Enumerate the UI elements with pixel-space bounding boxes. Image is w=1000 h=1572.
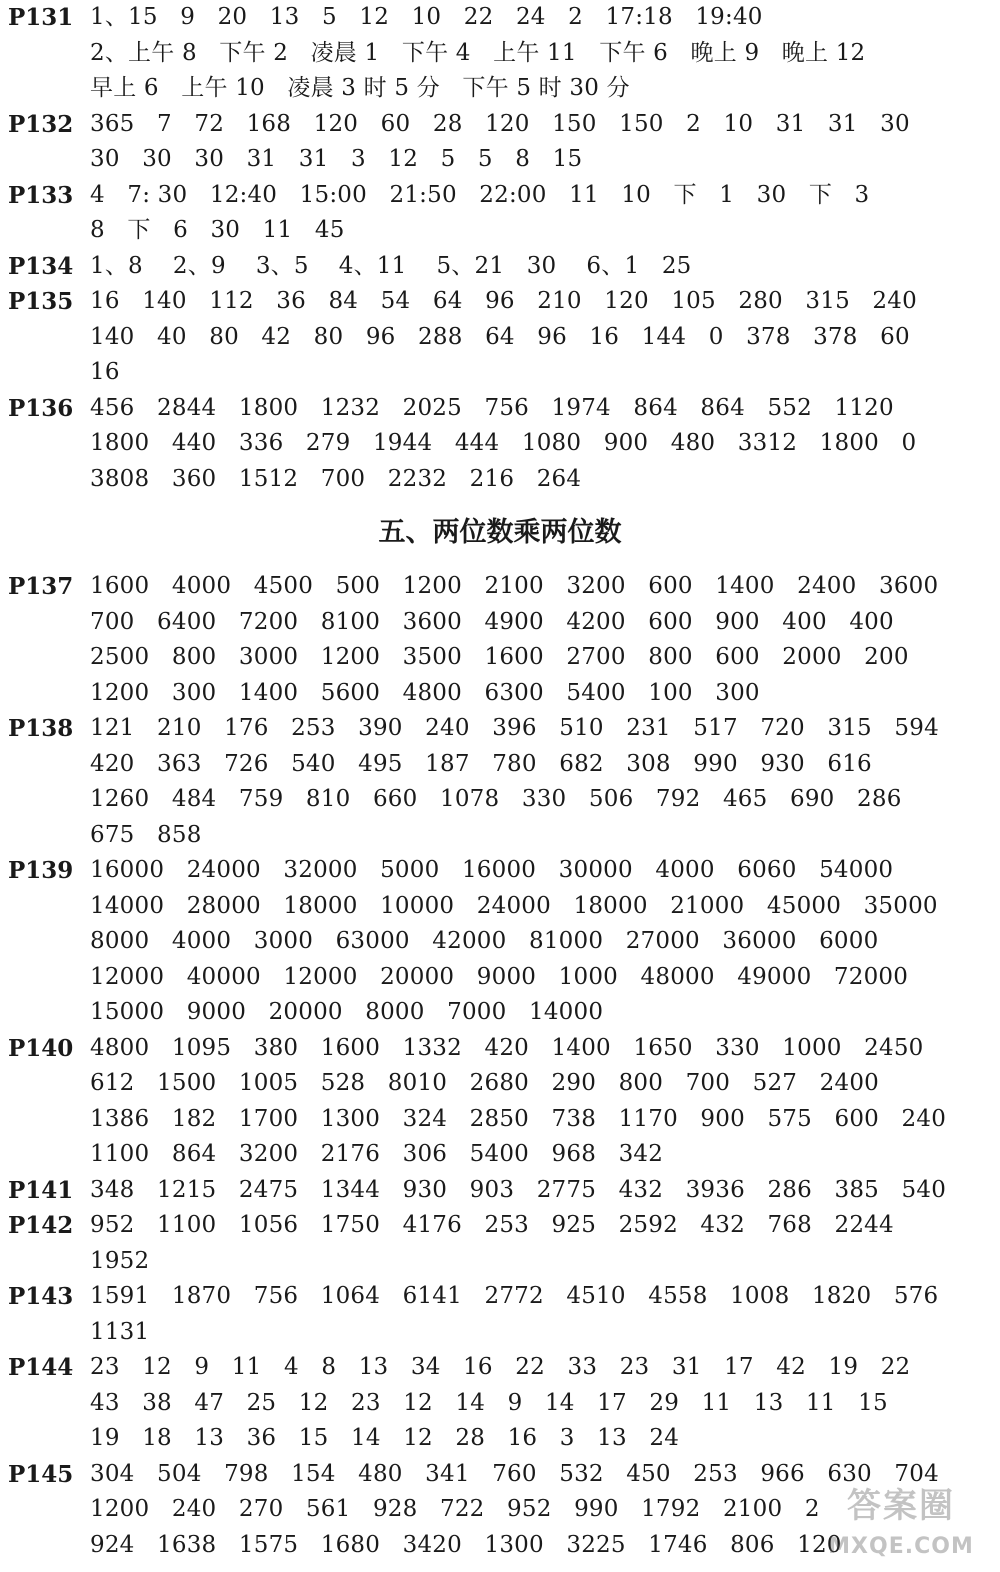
answer-lines bbox=[90, 1208, 1000, 1279]
answer-lines bbox=[90, 1350, 1000, 1457]
answer-entry-p136 bbox=[0, 391, 1000, 498]
answer-line: 1、15 9 20 13 5 12 10 22 24 2 17:18 19:40 bbox=[90, 4, 763, 30]
page-number-label: P143 bbox=[8, 1283, 74, 1310]
answer-line: 16000 24000 32000 5000 16000 30000 4000 6060 54000 bbox=[90, 857, 894, 883]
answer-line: 1200 240 270 561 928 722 952 990 1792 2100 2 bbox=[90, 1496, 820, 1522]
answer-line: 早上 6 上午 10 凌晨 3 时 5 分 下午 5 时 30 分 bbox=[90, 75, 630, 101]
answer-line: 952 1100 1056 1750 4176 253 925 2592 432 768 2244 bbox=[90, 1212, 894, 1238]
answer-line: 14000 28000 18000 10000 24000 18000 21000 45000 35000 bbox=[90, 892, 938, 919]
page-number-label: P139 bbox=[8, 857, 74, 884]
answer-lines bbox=[90, 284, 1000, 391]
answer-entry-p137 bbox=[0, 569, 1000, 711]
page-number-label: P142 bbox=[8, 1212, 74, 1239]
site-watermark bbox=[816, 1478, 986, 1566]
answer-entries-top bbox=[0, 0, 1000, 497]
watermark-url: MXQE.COM bbox=[828, 1534, 974, 1559]
answer-lines bbox=[90, 1173, 1000, 1209]
page-number-label: P137 bbox=[8, 573, 74, 600]
answer-line: 1100 864 3200 2176 306 5400 968 342 bbox=[90, 1141, 664, 1167]
answer-line: 121 210 176 253 390 240 396 510 231 517 720 315 594 bbox=[90, 715, 939, 741]
answer-line: 1800 440 336 279 1944 444 1080 900 480 3312 1800 0 bbox=[90, 430, 917, 456]
page-number-label: P134 bbox=[8, 252, 74, 280]
answer-entry-p134 bbox=[0, 249, 1000, 285]
answer-line: 140 40 80 42 80 96 288 64 96 16 144 0 378 378 60 bbox=[90, 323, 910, 350]
answer-line: 15000 9000 20000 8000 7000 14000 bbox=[90, 999, 604, 1025]
answer-line: 924 1638 1575 1680 3420 1300 3225 1746 806 120 bbox=[90, 1531, 842, 1558]
answer-entry-p133 bbox=[0, 178, 1000, 249]
page-number-label: P141 bbox=[8, 1176, 74, 1204]
answer-lines bbox=[90, 0, 1000, 107]
page-number-label: P140 bbox=[8, 1034, 74, 1062]
answer-lines bbox=[90, 249, 1000, 285]
answer-line: 348 1215 2475 1344 930 903 2775 432 3936 286 385 540 bbox=[90, 1176, 947, 1203]
page-number-label: P132 bbox=[8, 110, 74, 138]
answer-entry-p142 bbox=[0, 1208, 1000, 1279]
page-number-label: P133 bbox=[8, 181, 74, 209]
page-number-label: P136 bbox=[8, 394, 74, 422]
answer-line: 16 140 112 36 84 54 64 96 210 120 105 280 315 240 bbox=[90, 288, 917, 314]
page-number-label: P131 bbox=[8, 4, 74, 31]
answer-entry-p140 bbox=[0, 1031, 1000, 1173]
answer-line: 8000 4000 3000 63000 42000 81000 27000 36000 6000 bbox=[90, 928, 879, 954]
answer-line: 675 858 bbox=[90, 821, 202, 848]
answer-line: 1600 4000 4500 500 1200 2100 3200 600 1400 2400 3600 bbox=[90, 573, 939, 599]
answer-line: 1386 182 1700 1300 324 2850 738 1170 900 575 600 240 bbox=[90, 1105, 947, 1132]
answer-entry-p141 bbox=[0, 1173, 1000, 1209]
answer-line: 19 18 13 36 15 14 12 28 16 3 13 24 bbox=[90, 1425, 680, 1451]
answer-line: 1260 484 759 810 660 1078 330 506 792 465 690 286 bbox=[90, 786, 902, 812]
page-number-label: P144 bbox=[8, 1354, 74, 1381]
answer-lines bbox=[90, 1279, 1000, 1350]
answer-lines bbox=[90, 178, 1000, 249]
answer-entry-p132 bbox=[0, 107, 1000, 178]
answer-line: 16 bbox=[90, 359, 120, 385]
answer-lines bbox=[90, 711, 1000, 853]
answer-line: 304 504 798 154 480 341 760 532 450 253 966 630 704 bbox=[90, 1460, 939, 1487]
answer-line: 1952 bbox=[90, 1247, 150, 1274]
answer-entry-p144 bbox=[0, 1350, 1000, 1457]
answer-line: 3808 360 1512 700 2232 216 264 bbox=[90, 465, 582, 492]
answer-line: 4 7: 30 12:40 15:00 21:50 22:00 11 10 下 1 30 下 3 bbox=[90, 181, 870, 208]
section-title: 五、两位数乘两位数 bbox=[378, 517, 622, 548]
answer-line: 43 38 47 25 12 23 12 14 9 14 17 29 11 13 11 15 bbox=[90, 1389, 888, 1416]
answer-line: 2、上午 8 下午 2 凌晨 1 下午 4 上午 11 下午 6 晚上 9 晚上 12 bbox=[90, 39, 866, 66]
answer-line: 612 1500 1005 528 8010 2680 290 800 700 527 2400 bbox=[90, 1070, 879, 1096]
answer-line: 1、8 2、9 3、5 4、11 5、21 30 6、1 25 bbox=[90, 252, 692, 279]
answer-line: 12000 40000 12000 20000 9000 1000 48000 49000 72000 bbox=[90, 963, 909, 990]
page-number-label: P145 bbox=[8, 1460, 74, 1488]
page-number-label: P135 bbox=[8, 288, 74, 315]
answer-line: 2500 800 3000 1200 3500 1600 2700 800 600 2000 200 bbox=[90, 644, 909, 670]
answer-line: 1131 bbox=[90, 1318, 150, 1345]
answer-lines bbox=[90, 569, 1000, 711]
answer-line: 365 7 72 168 120 60 28 120 150 150 2 10 31 31 30 bbox=[90, 110, 910, 137]
answer-line: 700 6400 7200 8100 3600 4900 4200 600 900 400 400 bbox=[90, 608, 894, 635]
answer-entry-p139 bbox=[0, 853, 1000, 1031]
answer-line: 4800 1095 380 1600 1332 420 1400 1650 330 1000 2450 bbox=[90, 1034, 924, 1061]
answer-entry-p131 bbox=[0, 0, 1000, 107]
answer-entry-p143 bbox=[0, 1279, 1000, 1350]
answer-lines bbox=[90, 853, 1000, 1031]
answer-line: 30 30 30 31 31 3 12 5 5 8 15 bbox=[90, 146, 583, 172]
answer-line: 420 363 726 540 495 187 780 682 308 990 930 616 bbox=[90, 750, 872, 777]
answer-entries-bottom bbox=[0, 569, 1000, 1563]
answer-lines bbox=[90, 391, 1000, 498]
answer-lines bbox=[90, 107, 1000, 178]
page-number-label: P138 bbox=[8, 715, 74, 742]
answer-line: 1200 300 1400 5600 4800 6300 5400 100 300 bbox=[90, 679, 760, 706]
answer-lines bbox=[90, 1031, 1000, 1173]
watermark-logo: 答案圈 bbox=[847, 1486, 955, 1526]
answer-entry-p135 bbox=[0, 284, 1000, 391]
answer-line: 1591 1870 756 1064 6141 2772 4510 4558 1008 1820 576 bbox=[90, 1283, 939, 1309]
answer-line: 8 下 6 30 11 45 bbox=[90, 217, 345, 243]
answer-line: 456 2844 1800 1232 2025 756 1974 864 864 552 1120 bbox=[90, 394, 894, 421]
answer-entry-p138 bbox=[0, 711, 1000, 853]
answer-line: 23 12 9 11 4 8 13 34 16 22 33 23 31 17 42 19 22 bbox=[90, 1354, 911, 1380]
